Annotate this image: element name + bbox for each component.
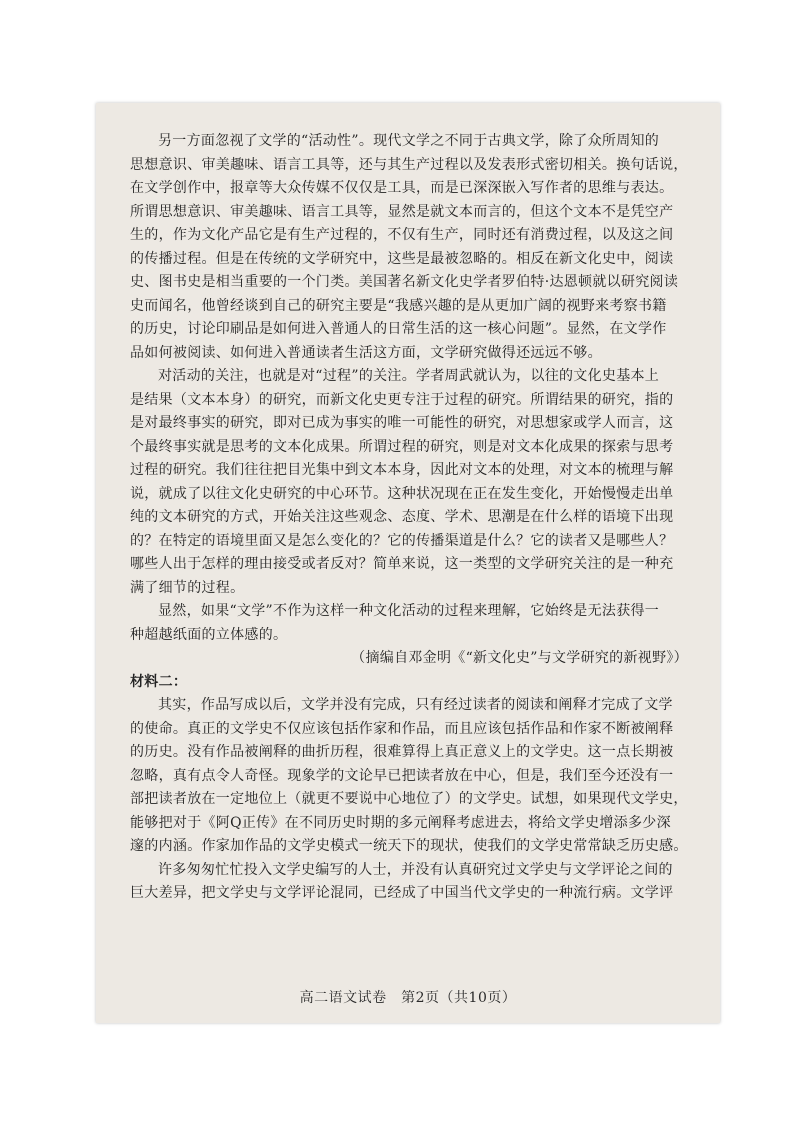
text-line: 所谓思想意识、审美趣味、语言工具等，显然是就文本而言的，但这个文本不是凭空产	[130, 203, 674, 220]
material1-paragraph-1	[130, 130, 702, 365]
text-line: 能够把对于《阿Q正传》在不同历史时期的多元阐释考虑进去，将给文学史增添多少深	[130, 814, 671, 831]
text-line: 是对最终事实的研究，即对已成为事实的唯一可能性的研究，对思想家或学人而言，这	[130, 415, 674, 431]
text-line: 史、图书史是相当重要的一个门类。美国著名新文化史学者罗伯特·达恩顿就以研究阅读	[130, 274, 679, 290]
text-line: 的历史，讨论印刷品是如何进入普通人的日常生活的这一核心问题”。显然，在文学作	[130, 321, 667, 337]
text-line: 部把读者放在一定地位上（就更不要说中心地位了）的文学史。试想，如果现代文学史，	[130, 791, 688, 807]
text-line: 巨大差异，把文学史与文学评论混同，已经成了中国当代文学史的一种流行病。文学评	[130, 885, 674, 901]
text-line: 许多匆匆忙忙投入文学史编写的人士，并没有认真研究过文学史与文学评论之间的	[158, 861, 673, 878]
text-line: 品如何被阅读、如何进入普通读者生活这方面，文学研究做得还远远不够。	[130, 344, 602, 361]
text-line: 思想意识、审美趣味、语言工具等，还与其生产过程以及发表形式密切相关。换句话说，	[130, 156, 688, 173]
text-line: 的历史。没有作品被阐释的曲折历程，很难算得上真正意义上的文学史。这一点长期被	[130, 744, 674, 760]
text-line: 的？在特定的语境里面又是怎么变化的？它的传播渠道是什么？它的读者又是哪些人？	[130, 532, 674, 549]
page-footer: 高二语文试卷 第2页（共10页）	[299, 990, 517, 1006]
material2-heading: 材料二：	[130, 673, 188, 690]
text-line: 说，就成了以往文化史研究的中心环节。这种状况现在正在发生变化，开始慢慢走出单	[130, 485, 674, 502]
text-line: 对活动的关注，也就是对“过程”的关注。学者周武就认为，以往的文化史基本上	[158, 368, 660, 384]
text-line: 显然，如果“文学”不作为这样一种文化活动的过程来理解，它始终是无法获得一	[158, 603, 660, 619]
material2-paragraph-2	[130, 859, 702, 906]
text-line: 纯的文本研究的方式，开始关注这些观念、态度、学术、思潮是在什么样的语境下出现	[130, 509, 674, 525]
text-line: 的使命。真正的文学史不仅应该包括作家和作品，而且应该包括作品和作家不断被阐释	[130, 720, 674, 737]
material1-paragraph-2	[130, 365, 702, 600]
text-line: 种超越纸面的立体感的。	[130, 626, 288, 643]
material2-paragraph-1	[130, 694, 702, 859]
text-line: 过程的研究。我们往往把目光集中到文本本身，因此对文本的处理，对文本的梳理与解	[130, 462, 674, 478]
source-citation: （摘编自邓金明《“新文化史”与文学研究的新视野》）	[351, 650, 688, 666]
exam-page	[96, 103, 720, 1023]
text-line: 在文学创作中，报章等大众传媒不仅仅是工具，而是已深深嵌入写作者的思维与表达。	[130, 180, 674, 196]
text-line: 满了细节的过程。	[130, 579, 245, 596]
text-line: 的传播过程。但是在传统的文学研究中，这些是最被忽略的。相反在新文化史中，阅读	[130, 250, 674, 267]
text-line: 另一方面忽视了文学的“活动性”。现代文学之不同于古典文学，除了众所周知的	[158, 133, 660, 149]
text-line: 哪些人出于怎样的理由接受或者反对？简单来说，这一类型的文学研究关注的是一种充	[130, 556, 674, 572]
text-line: 个最终事实就是思考的文本化成果。所谓过程的研究，则是对文本化成果的探索与思考	[130, 438, 674, 455]
text-line: 其实，作品写成以后，文学并没有完成，只有经过读者的阅读和阐释才完成了文学	[158, 697, 673, 713]
text-line: 忽略，真有点令人奇怪。现象学的文论早已把读者放在中心，但是，我们至今还没有一	[130, 767, 674, 784]
text-line: 生的，作为文化产品它是有生产过程的，不仅有生产，同时还有消费过程，以及这之间	[130, 227, 674, 243]
text-line: 邃的内涵。作家加作品的文学史模式一统天下的现状，使我们的文学史常常缺乏历史感。	[130, 838, 688, 854]
text-line: 是结果（文本本身）的研究，而新文化史更专注于过程的研究。所谓结果的研究，指的	[130, 391, 674, 408]
material1-paragraph-3	[130, 600, 702, 647]
text-line: 史而闻名，他曾经谈到自己的研究主要是“我感兴趣的是从更加广阔的视野来考察书籍	[130, 297, 667, 314]
page-content	[130, 130, 702, 906]
